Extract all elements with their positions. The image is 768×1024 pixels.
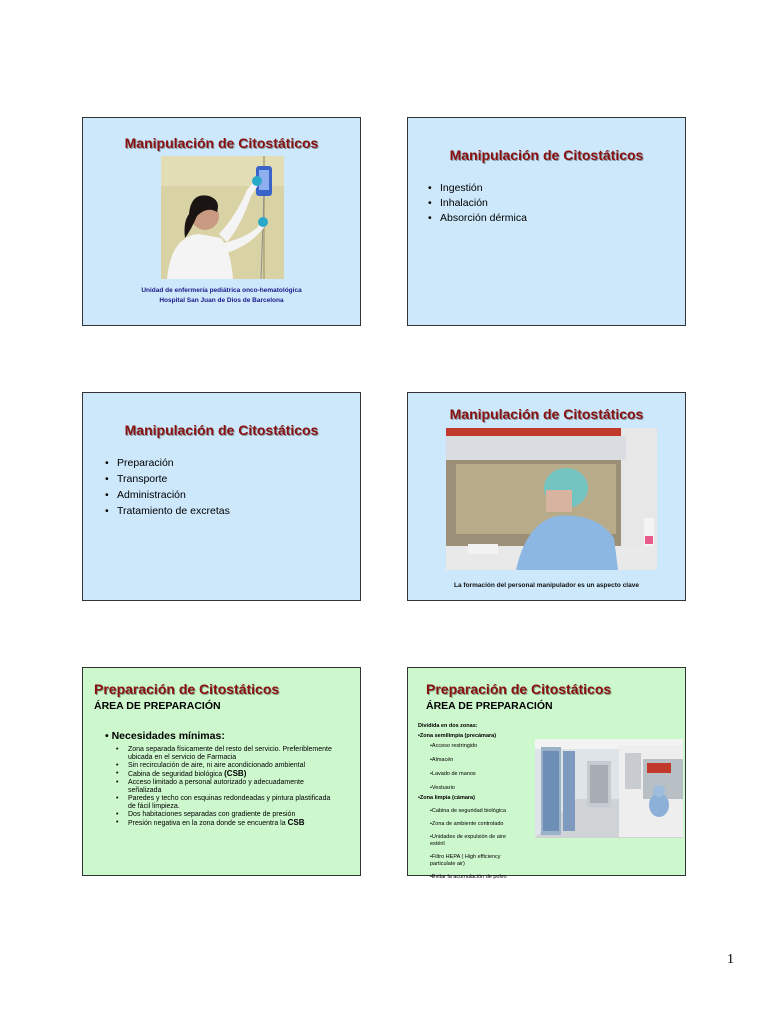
page-number: 1 <box>727 952 734 967</box>
list-item-text: Cabina de seguridad biológica <box>128 771 223 778</box>
zone-semiclean-item: •Lavado de manos <box>430 771 476 777</box>
slide-5 <box>82 667 361 876</box>
list-item: • Absorción dérmica <box>428 211 527 226</box>
bullet-dot: • <box>105 730 112 742</box>
list-item: • Administración <box>105 487 230 503</box>
list-item: • Sin recirculación de aire, ni aire acondicionado ambiental <box>116 762 336 770</box>
nurse-iv-photo <box>161 156 284 279</box>
list-item: • Zona separada físicamente del resto del servicio. Preferiblemente ubicada en el servicio de Farmacia <box>116 746 336 762</box>
slide-3 <box>82 392 361 601</box>
requirements-list <box>116 746 336 828</box>
zone-clean-item: •Filtro HEPA ( High efficiency particulate air) <box>430 854 501 867</box>
list-item: • Preparación <box>105 455 230 471</box>
process-steps-list <box>105 455 230 519</box>
list-item: • Paredes y techo con esquinas redondeadas y pintura plastificada de fácil limpieza. <box>116 795 336 811</box>
slide-title: Preparación de Citostáticos <box>426 681 612 697</box>
exposure-routes-list <box>428 181 527 226</box>
list-item: • Acceso limitado a personal autorizado y adecuadamente señalizada <box>116 779 336 795</box>
slide-subtitle: ÁREA DE PREPARACIÓN <box>426 700 553 712</box>
list-item: • Dos habitaciones separadas con gradiente de presión <box>116 811 336 819</box>
slide-6 <box>407 667 686 880</box>
csb-abbrev: CSB <box>287 818 305 827</box>
zone-clean-item: •Unidades de expulsión de aire estéril <box>430 834 506 847</box>
list-item-text: Presión negativa en la zona donde se encuentra la <box>128 820 286 827</box>
list-item: • Ingestión <box>428 181 527 196</box>
slide-title: Manipulación de Citostáticos <box>449 147 644 163</box>
credit-unit: Unidad de enfermería pediátrica onco-hematológica <box>141 287 302 294</box>
list-item: • Inhalación <box>428 196 527 211</box>
slide-1 <box>82 117 361 326</box>
zone-clean-item: •Zona de ambiente controlado <box>430 821 504 827</box>
zones-intro: Dividida en dos zonas: <box>418 723 478 729</box>
slide-2 <box>407 117 686 326</box>
list-item <box>116 770 336 779</box>
zone-semiclean-item: •Almacén <box>430 757 454 763</box>
cleanroom-photo <box>535 739 683 838</box>
slide-title: Manipulación de Citostáticos <box>124 422 319 438</box>
csb-abbrev: (CSB) <box>224 769 247 778</box>
list-item <box>116 819 336 828</box>
zone-clean-heading: •Zona limpia (cámara) <box>418 795 475 801</box>
slide-subtitle: ÁREA DE PREPARACIÓN <box>94 700 221 712</box>
requirements-heading <box>105 730 225 742</box>
zone-clean-item: •Evitar la acumulación de polvo <box>430 874 507 880</box>
lab-hood-photo <box>446 428 657 570</box>
slide-title: Manipulación de Citostáticos <box>124 135 319 151</box>
nurse-iv-illustration <box>161 156 284 279</box>
cleanroom-illustration <box>535 739 683 838</box>
biosafety-cabinet-illustration <box>446 428 657 570</box>
credit-hospital: Hospital San Juan de Dios de Barcelona <box>159 297 284 304</box>
slide-caption: La formación del personal manipulador es un aspecto clave <box>454 582 639 589</box>
zone-semiclean-item: •Acceso restringido <box>430 743 478 749</box>
list-item: • Transporte <box>105 471 230 487</box>
zones-text <box>418 723 536 881</box>
zone-semiclean-item: •Vestuario <box>430 785 455 791</box>
slide-4 <box>407 392 686 601</box>
list-item: • Tratamiento de excretas <box>105 503 230 519</box>
zone-clean-item: •Cabina de seguridad biológica <box>430 808 506 814</box>
zone-semiclean-heading: •Zona semilimpia (precámara) <box>418 733 497 739</box>
requirements-heading-text: Necesidades mínimas: <box>111 730 225 742</box>
slide-title: Preparación de Citostáticos <box>94 681 280 697</box>
slide-title: Manipulación de Citostáticos <box>449 406 644 422</box>
